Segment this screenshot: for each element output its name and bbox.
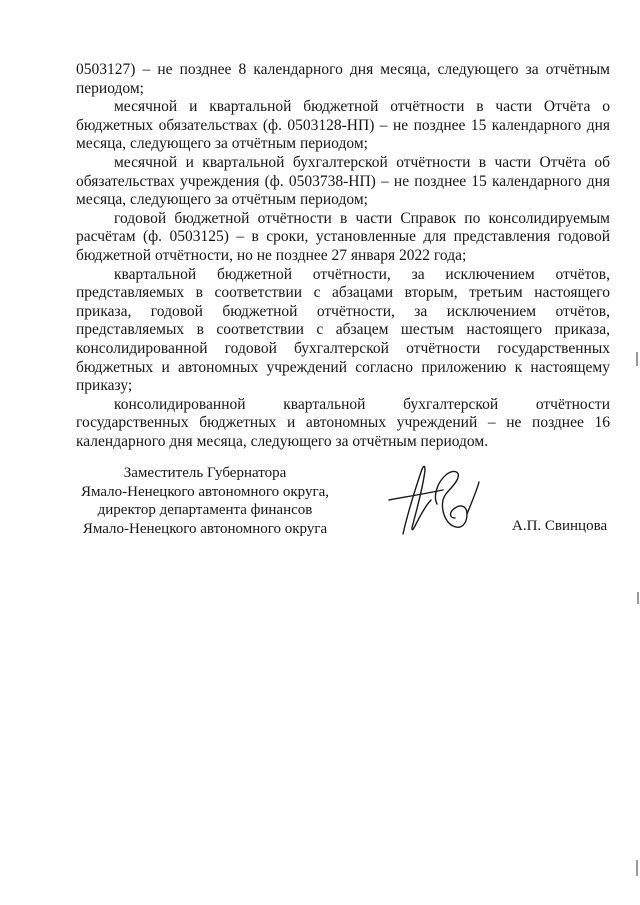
signatory-position (60, 464, 350, 538)
document-body (76, 61, 610, 451)
paragraph: годовой бюджетной отчётности в части Справок по консолидируемым расчётам (ф. 0503125) – в сроки, установленные для представления годовой бюджетной отчётности, но не позднее 27 января 2022 года; (76, 209, 610, 264)
handwritten-signature (383, 460, 483, 542)
paragraph: месячной и квартальной бюджетной отчётности в части Отчёта о бюджетных обязательствах (ф. 0503128-НП) – не позднее 15 календарного дня месяца, следующего за отчётным периодом; (76, 98, 610, 153)
signatory-name: А.П. Свинцова (512, 518, 608, 534)
paragraph: 0503127) – не позднее 8 календарного дня месяца, следующего за отчётным периодом; (76, 61, 610, 97)
signatory-position-line: Ямало-Ненецкого автономного округа (82, 520, 328, 537)
scan-edge-mark (637, 592, 639, 604)
scan-edge-mark (636, 860, 638, 876)
signature-block (60, 464, 620, 554)
signatory-position-line: директор департамента финансов (97, 502, 313, 519)
signatory-position-line: Заместитель Губернатора (123, 465, 287, 481)
paragraph: месячной и квартальной бухгалтерской отчётности в части Отчёта об обязательствах учреждения (ф. 0503738-НП) – не позднее 15 календарного дня месяца, следующего за отчётным периодом; (76, 153, 610, 209)
paragraph: квартальной бюджетной отчётности, за исключением отчётов, представляемых в соответствии с абзацами вторым, третьим настоящего приказа, годовой бюджетной отчётности, за исключением отчётов, представляемых в соответствии с абзацем шестым настоящего приказа, консолидированной годовой бухгалтерской отчётности государственных бюджетных и автономных учреждений согласно приложению к настоящему приказу; (76, 265, 610, 395)
paragraph: консолидированной квартальной бухгалтерской отчётности государственных бюджетных и автономных учреждений – не позднее 16 календарного дня месяца, следующего за отчётным периодом. (76, 395, 610, 450)
scan-edge-mark (636, 352, 638, 366)
signatory-position-line: Ямало-Ненецкого автономного округа, (80, 483, 330, 500)
